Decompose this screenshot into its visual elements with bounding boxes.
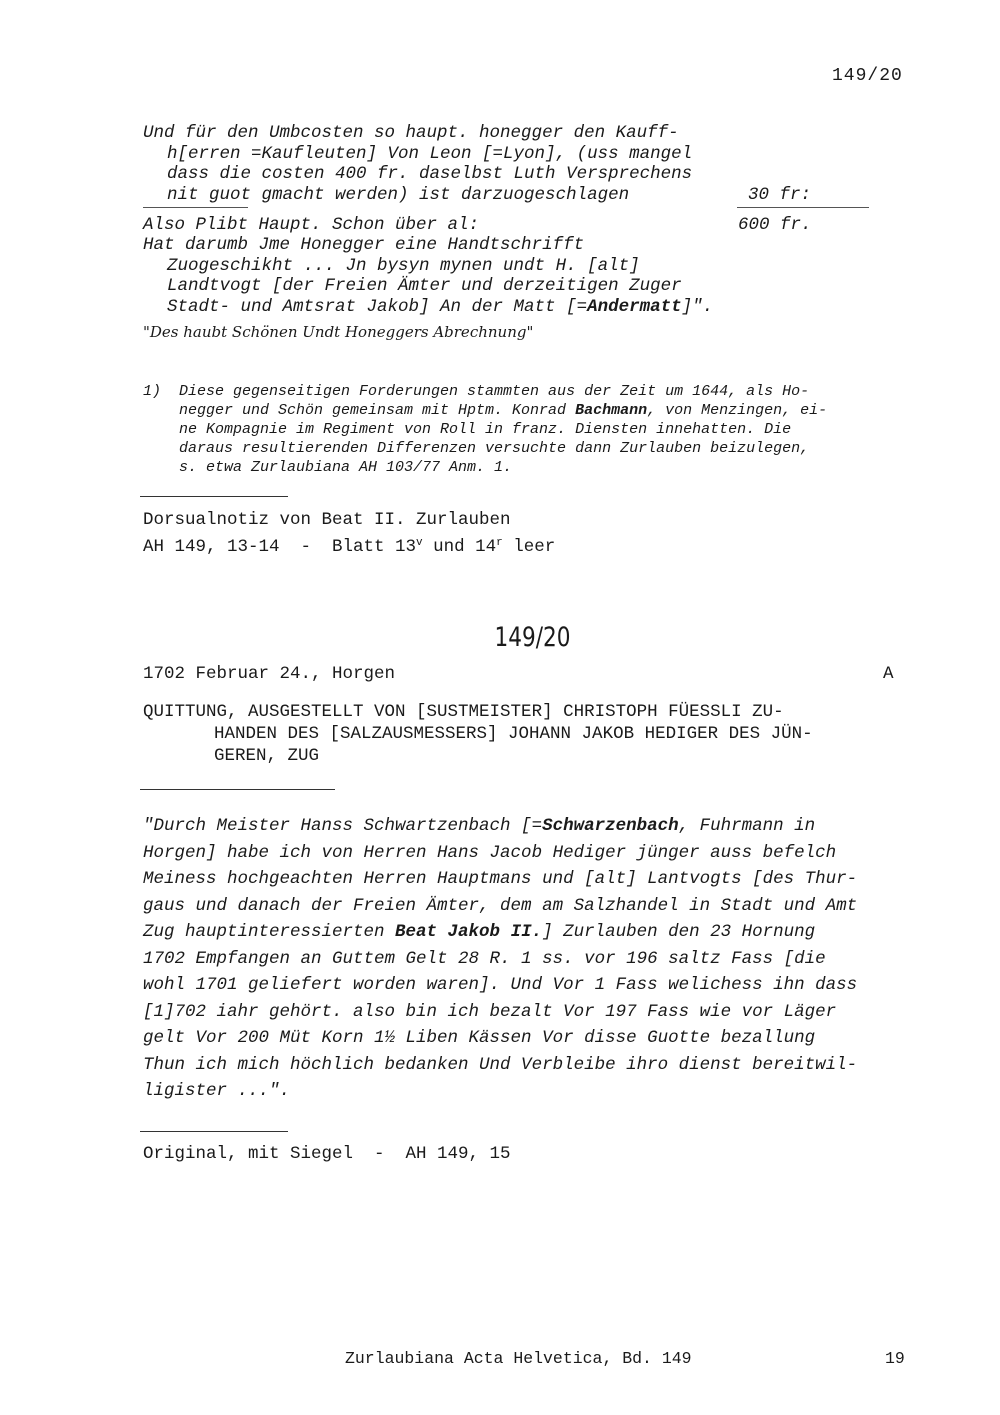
quote-line: [1]702 iahr gehört. also bin ich bezalt Vor 197 Fass wie vor Läger — [143, 1002, 837, 1022]
document-number-wrap — [0, 604, 1000, 653]
amount-total: 600 fr. — [738, 215, 812, 235]
quote-line: gaus und danach der Freien Ämter, dem am Salzhandel in Stadt und Amt — [143, 896, 858, 916]
section-rule — [140, 496, 288, 497]
quote-line: Meiness hochgeachten Herren Hauptmans und [alt] Lantvogts [des Thur- — [143, 869, 858, 889]
bold-name: Andermatt — [587, 297, 682, 317]
dorsal-line: Dorsualnotiz von Beat II. Zurlauben — [143, 510, 511, 530]
quote-line: 1702 Empfangen an Guttem Gelt 28 R. 1 ss. vor 196 saltz Fass [die — [143, 949, 826, 969]
footnote-line: ne Kompagnie im Regiment von Roll in franz. Diensten innehatten. Die — [179, 421, 792, 438]
bold-name: Schwarzenbach — [542, 816, 679, 836]
text-line: Hat darumb Jme Honegger eine Handtschrifft — [143, 235, 585, 255]
running-header-page-id: 149/20 — [832, 66, 903, 86]
source-note: Original, mit Siegel - AH 149, 15 — [143, 1144, 511, 1164]
text-line: h[erren =Kaufleuten] Von Leon [=Lyon], (uss mangel — [167, 144, 693, 164]
footer-page-number: 19 — [885, 1349, 905, 1368]
divider-line — [143, 207, 248, 208]
dorsal-line: AH 149, 13-14 - Blatt 13$^v$ und 14$^r$ leer — [143, 537, 556, 557]
quote-line: Zug hauptinteressierten Beat Jakob II.] Zurlauben den 23 Hornung — [143, 922, 816, 942]
script-note: "Des haubt Schönen Undt Honeggers Abrechnung" — [143, 323, 534, 341]
amount-value: 30 fr: — [748, 185, 812, 205]
quote-line: wohl 1701 geliefert worden waren]. Und Vor 1 Fass welichess ihn dass — [143, 975, 858, 995]
text-line: Landtvogt [der Freien Ämter und derzeitigen Zuger — [167, 276, 682, 296]
footnote-line: Diese gegenseitigen Forderungen stammten aus der Zeit um 1644, als Ho- — [179, 383, 810, 400]
text-line: Zuogeschikht ... Jn bysyn mynen undt H. [alt] — [167, 256, 640, 276]
quote-line: gelt Vor 200 Müt Korn 1½ Liben Kässen Vor disse Guotte bezallung — [143, 1028, 816, 1048]
text-line: nit guot gmacht werden) ist darzuogeschlagen — [167, 185, 630, 205]
title-line: GEREN, ZUG — [214, 746, 320, 766]
section-rule — [140, 789, 335, 790]
footer-publication: Zurlaubiana Acta Helvetica, Bd. 149 — [345, 1349, 692, 1368]
document-number: 149/20 — [494, 622, 571, 653]
text-line: Und für den Umbcosten so haupt. honegger den Kauff- — [143, 123, 679, 143]
text-line: Also Plibt Haupt. Schon über al: — [143, 215, 480, 235]
text-line: Stadt- und Amtsrat Jakob] An der Matt [=Andermatt]". — [167, 297, 714, 317]
footnote-marker: 1) — [143, 383, 162, 400]
text-line: dass die costen 400 fr. daselbst Luth Versprechens — [167, 164, 693, 184]
quote-line: ligister ...". — [143, 1081, 291, 1101]
bold-name: Beat Jakob II. — [395, 922, 543, 942]
footnote-line: negger und Schön gemeinsam mit Hptm. Konrad Bachmann, von Menzingen, ei- — [179, 402, 828, 419]
footnote-line: s. etwa Zurlaubiana AH 103/77 Anm. 1. — [179, 459, 513, 476]
title-line: HANDEN DES [SALZAUSMESSERS] JOHANN JAKOB HEDIGER DES JÜN- — [214, 724, 813, 744]
quote-line: Thun ich mich höchlich bedanken Und Verbleibe ihro dienst bereitwil- — [143, 1055, 858, 1075]
quote-line: Horgen] habe ich von Herren Hans Jacob Hediger jünger auss befelch — [143, 843, 837, 863]
title-line: QUITTUNG, AUSGESTELLT VON [SUSTMEISTER] CHRISTOPH FÜESSLI ZU- — [143, 702, 784, 722]
bold-name: Bachmann — [575, 402, 648, 419]
section-rule — [140, 1131, 288, 1132]
date-place: 1702 Februar 24., Horgen — [143, 664, 396, 684]
sum-line — [737, 207, 869, 208]
footnote-line: daraus resultierenden Differenzen versuchte dann Zurlauben beizulegen, — [179, 440, 810, 457]
document-type-letter: A — [883, 664, 894, 684]
quote-line: "Durch Meister Hanss Schwartzenbach [=Schwarzenbach, Fuhrmann in — [143, 816, 816, 836]
